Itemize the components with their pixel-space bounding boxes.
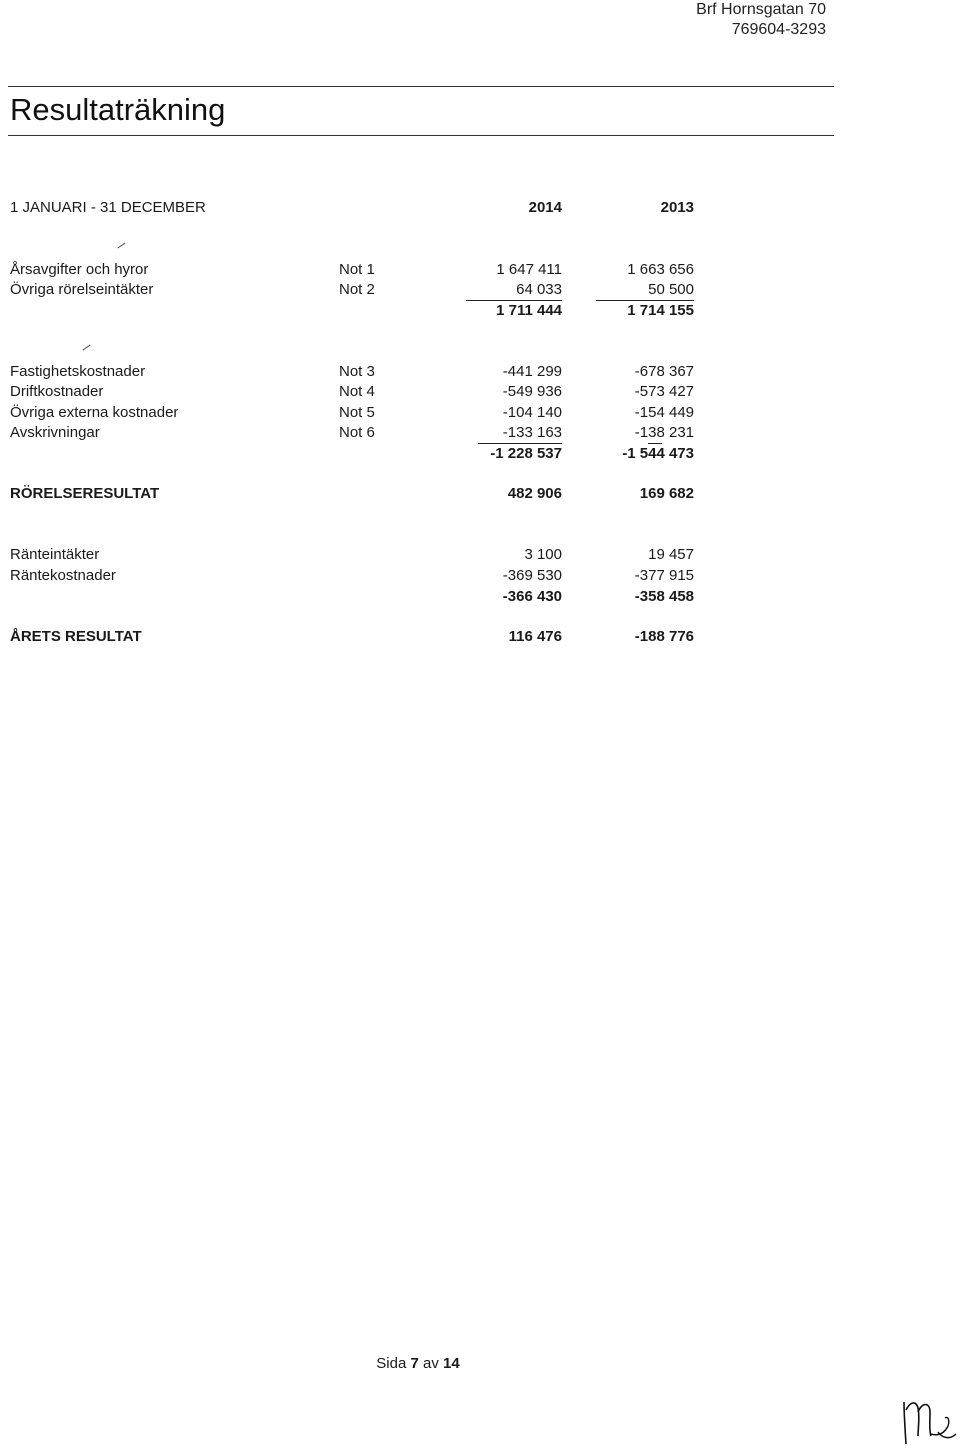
row-note: Not 5 (339, 404, 375, 421)
subtotal-2014: -366 430 (502, 588, 562, 605)
table-row (0, 545, 960, 565)
table-row (0, 403, 960, 423)
row-value-2013: -573 427 (634, 383, 694, 400)
subtotal-2014: 1 711 444 (496, 302, 562, 319)
year-result-label: ÅRETS RESULTAT (10, 628, 142, 645)
row-value-2013: 1 663 656 (627, 261, 694, 278)
page-title: Resultaträkning (10, 92, 226, 127)
row-value-2014: -369 530 (502, 567, 562, 584)
row-value-2013: 50 500 (648, 281, 694, 298)
table-row (0, 382, 960, 402)
row-value-2014: 64 033 (516, 281, 562, 298)
subtotal-2013: 1 714 155 (627, 302, 694, 319)
check-mark (118, 243, 126, 249)
row-value-2014: -549 936 (502, 383, 562, 400)
table-row (0, 362, 960, 382)
page-number (0, 1354, 836, 1374)
subtotal-2014: -1 228 537 (490, 445, 562, 462)
page-word: Sida (376, 1355, 407, 1372)
row-note: Not 3 (339, 363, 375, 380)
period-label: 1 JANUARI - 31 DECEMBER (10, 199, 206, 216)
header-rule (8, 86, 834, 87)
row-label: Avskrivningar (10, 424, 100, 441)
row-value-2014: -441 299 (502, 363, 562, 380)
year-result-2013: -188 776 (634, 628, 694, 645)
row-value-2013: -154 449 (634, 404, 694, 421)
row-value-2014: -104 140 (502, 404, 562, 421)
operating-result-2014: 482 906 (507, 485, 562, 502)
subtotal-row (0, 587, 960, 607)
period-header-row (0, 198, 960, 218)
table-row (0, 260, 960, 280)
document-header (696, 0, 826, 40)
row-label: Övriga externa kostnader (10, 404, 179, 421)
row-value-2014: 1 647 411 (496, 261, 562, 278)
subtotal-2013: -358 458 (634, 588, 694, 605)
page-total: 14 (443, 1355, 460, 1372)
row-label: Ränteintäkter (10, 546, 100, 563)
year-result-row (0, 627, 960, 647)
row-note: Not 4 (339, 383, 375, 400)
year-2013-header: 2013 (660, 199, 694, 216)
row-value-2014: -133 163 (502, 424, 562, 441)
title-rule (8, 135, 834, 136)
row-label: Fastighetskostnader (10, 363, 146, 380)
operating-result-2013: 169 682 (639, 485, 694, 502)
check-mark (83, 345, 91, 351)
subtotal-row (0, 444, 960, 464)
row-value-2013: -678 367 (634, 363, 694, 380)
org-number: 769604-3293 (731, 21, 826, 38)
table-row (0, 280, 960, 300)
row-note: Not 6 (339, 424, 375, 441)
row-value-2013: -377 915 (634, 567, 694, 584)
row-note: Not 2 (339, 281, 375, 298)
row-label: Räntekostnader (10, 567, 116, 584)
operating-result-label: RÖRELSERESULTAT (10, 485, 160, 502)
row-label: Årsavgifter och hyror (10, 261, 149, 278)
year-result-2014: 116 476 (508, 628, 562, 645)
table-row (0, 566, 960, 586)
page-sep: av (423, 1355, 439, 1372)
row-label: Driftkostnader (10, 383, 104, 400)
subtotal-2013: -1 544 473 (622, 445, 694, 462)
org-name: Brf Hornsgatan 70 (696, 1, 826, 18)
row-value-2014: 3 100 (524, 546, 562, 563)
operating-result-row (0, 484, 960, 504)
row-note: Not 1 (339, 261, 375, 278)
table-row (0, 423, 960, 443)
signature-initials (898, 1388, 958, 1446)
year-2014-header: 2014 (528, 199, 562, 216)
row-value-2013: -138 231 (634, 424, 694, 441)
row-label: Övriga rörelseintäkter (10, 281, 154, 298)
subtotal-row (0, 301, 960, 321)
row-value-2013: 19 457 (648, 546, 694, 563)
page-current: 7 (410, 1355, 419, 1372)
